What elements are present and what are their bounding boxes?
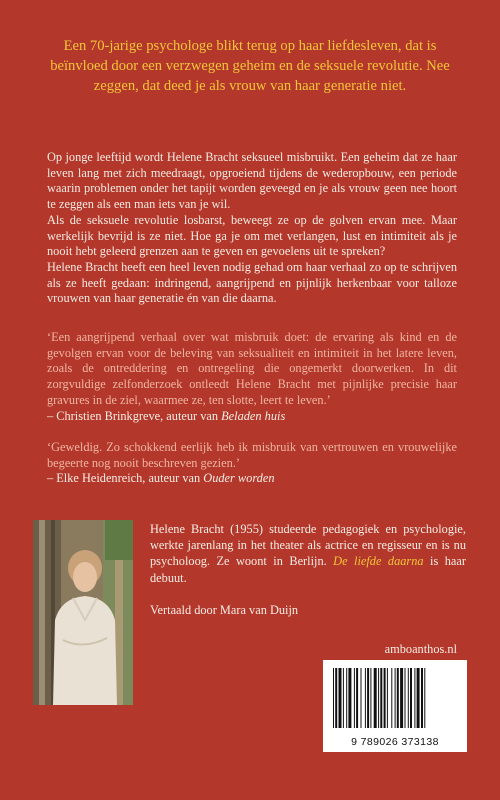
review-quote-heidenreich	[47, 440, 457, 487]
barcode-bar	[333, 668, 334, 728]
barcode-bar	[367, 668, 369, 728]
translator-credit: Vertaald door Mara van Duijn	[150, 603, 299, 617]
barcode-bar	[408, 668, 409, 728]
attribution-book-title: Ouder worden	[203, 471, 275, 486]
barcode-bar	[346, 668, 347, 728]
author-photo-image	[33, 520, 133, 705]
barcode-bar	[387, 668, 388, 728]
barcode-bar	[417, 668, 420, 728]
barcode-bar	[410, 668, 412, 728]
attribution-author: – Elke Heidenreich, auteur van	[47, 471, 204, 486]
quote-attribution	[47, 471, 457, 487]
barcode-bar	[361, 668, 362, 728]
barcode-bar	[365, 668, 366, 728]
attribution-author: – Christien Brinkgreve, auteur van	[47, 408, 222, 423]
barcode-bar	[339, 668, 342, 728]
intro-blurb: Een 70-jarige psychologe blikt terug op haar liefdesleven, dat is beïnvloed door een verzwegen geheim en de seksuele revolutie. Nee zeggen, dat deed je als vrouw van haar generatie niet.	[50, 38, 450, 94]
barcode-bar	[405, 668, 406, 728]
barcode-bar	[391, 668, 392, 728]
barcode-bar	[370, 668, 371, 728]
barcode-bar	[384, 668, 386, 728]
isbn-number: 9 789026 373138	[351, 736, 439, 748]
barcode-bar	[378, 668, 379, 728]
description-paragraph-2: Als de seksuele revolutie losbarst, beweegt ze op de golven ervan mee. Maar werkelijk bevrijd is ze niet. Hoe ga je om met verlangen, lust en intimiteit als je nooit hebt geleerd grenzen aan te geven en gevoelens uit te spreken?	[47, 212, 457, 259]
barcode-bar	[348, 668, 351, 728]
description-paragraph-3: Helene Bracht heeft een heel leven nodig gehad om haar verhaal zo op te schrijven als ze heeft gedaan: indringend, aangrijpend en pijnlijk herkenbaar voor talloze vrouwen van haar generatie én van die daarna.	[47, 259, 457, 306]
quote-attribution	[47, 409, 457, 425]
attribution-book-title: Beladen huis	[221, 408, 286, 423]
barcode-bar	[424, 668, 425, 728]
barcode-bar	[356, 668, 358, 728]
author-bio-suffix: is haar debuut.	[150, 554, 466, 585]
barcode-bar	[395, 668, 396, 728]
book-title: De liefde daarna	[333, 554, 424, 569]
barcode-bar	[414, 668, 415, 728]
author-photo	[33, 520, 133, 705]
barcode-bar	[374, 668, 377, 728]
barcode-bar	[335, 668, 337, 728]
isbn-barcode	[323, 660, 467, 752]
author-bio-text: Helene Bracht (1955) studeerde pedagogiek en psychologie, werkte jarenlang in het theater als actrice en regisseur en is nu psycholoog. Ze woont in Berlijn.	[150, 522, 466, 569]
publisher-website: amboanthos.nl	[384, 642, 457, 656]
quote-text: ‘Een aangrijpend verhaal over wat misbruik doet: de ervaring als kind en de gevolgen ervan voor de beleving van seksualiteit en intimiteit in het latere leven, zoals de ontreddering en ontregeling die ongemerkt doorwerken. In dit zorgvuldige zelfonderzoek ontleedt Helene Bracht met pijnlijke precisie haar gravures in de ziel, waarmee ze, ten slotte, leert te leven.’	[47, 330, 457, 407]
description-paragraph-1: Op jonge leeftijd wordt Helene Bracht seksueel misbruikt. Een geheim dat ze haar leven lang met zich meedraagt, opgroeiend tijdens de wederopbouw, een periode waarin problemen onder het tapijt worden geveegd en je als vrouw geen nee hoort te zeggen als een man iets van je wil.	[47, 150, 457, 212]
barcode-bar	[380, 668, 382, 728]
review-quote-brinkgreve	[47, 330, 457, 424]
barcode-bar	[400, 668, 403, 728]
barcode-bars	[331, 668, 459, 732]
author-bio	[150, 521, 466, 586]
quote-text: ‘Geweldig. Zo schokkend eerlijk heb ik misbruik van vertrouwen en vrouwelijke begeerte nog nooit beschreven gezien.’	[47, 440, 457, 470]
description	[47, 150, 457, 307]
barcode-bar	[421, 668, 423, 728]
barcode-bar	[354, 668, 355, 728]
barcode-bar	[343, 668, 344, 728]
barcode-bar	[397, 668, 399, 728]
